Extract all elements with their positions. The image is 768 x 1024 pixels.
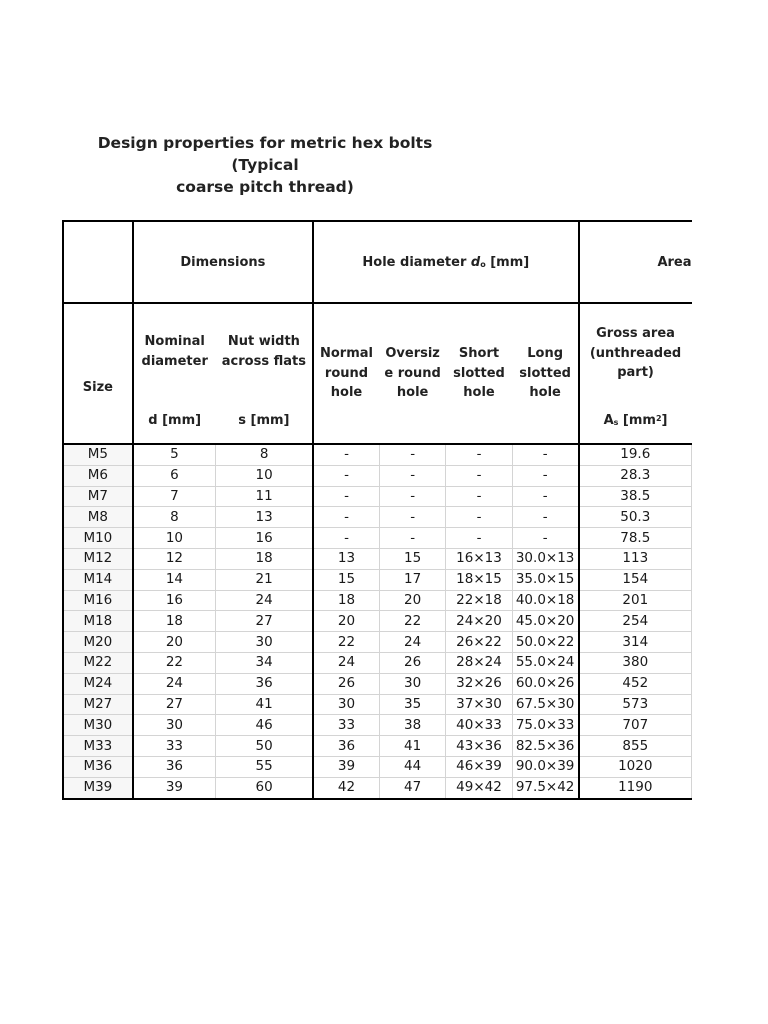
cell-nut-width: 34 (216, 652, 313, 673)
header-nut-width-line-2: across flats (221, 353, 306, 369)
header-dimensions: Dimensions (133, 221, 313, 303)
bolt-properties-table (62, 220, 692, 800)
cell-oversize-round: 26 (379, 652, 445, 673)
cell-nominal-diameter: 27 (133, 694, 216, 715)
header-nominal-diameter-line-1: Nominal (144, 334, 205, 349)
title-line-2: coarse pitch thread) (176, 178, 354, 196)
table-row (63, 486, 692, 507)
cell-long-slotted: - (512, 444, 578, 465)
cell-normal-round: 20 (313, 611, 379, 632)
header-short-slotted-line-2: slotted (453, 365, 505, 381)
cell-nominal-diameter: 16 (133, 590, 216, 611)
cell-long-slotted: - (512, 507, 578, 528)
table-row (63, 569, 692, 590)
header-hole-unit-blank (313, 413, 579, 444)
cell-nominal-diameter: 7 (133, 486, 216, 507)
cell-gross-area: 254 (579, 611, 692, 632)
cell-short-slotted: 46×39 (446, 756, 512, 777)
cell-short-slotted: 24×20 (446, 611, 512, 632)
cell-nominal-diameter: 12 (133, 548, 216, 569)
cell-oversize-round: - (379, 486, 445, 507)
header-long-slotted-hole (512, 303, 578, 413)
cell-short-slotted: 37×30 (446, 694, 512, 715)
cell-short-slotted: 22×18 (446, 590, 512, 611)
cell-long-slotted: - (512, 465, 578, 486)
cell-size: M8 (63, 507, 133, 528)
cell-nominal-diameter: 22 (133, 652, 216, 673)
cell-nut-width: 10 (216, 465, 313, 486)
cell-long-slotted: 90.0×39 (512, 756, 578, 777)
cell-nominal-diameter: 14 (133, 569, 216, 590)
cell-nut-width: 55 (216, 756, 313, 777)
table-row (63, 632, 692, 653)
cell-nut-width: 36 (216, 673, 313, 694)
cell-nut-width: 24 (216, 590, 313, 611)
cell-nominal-diameter: 30 (133, 715, 216, 736)
table-row (63, 736, 692, 757)
cell-nut-width: 11 (216, 486, 313, 507)
cell-normal-round: 39 (313, 756, 379, 777)
cell-gross-area: 28.3 (579, 465, 692, 486)
header-group-row (63, 221, 692, 303)
cell-long-slotted: 30.0×13 (512, 548, 578, 569)
cell-oversize-round: 44 (379, 756, 445, 777)
cell-nominal-diameter: 39 (133, 777, 216, 798)
cell-gross-area: 855 (579, 736, 692, 757)
hole-diameter-symbol: d (470, 254, 481, 270)
cell-short-slotted: - (446, 444, 512, 465)
area-unit-pre: [mm (618, 413, 656, 428)
cell-size: M33 (63, 736, 133, 757)
cell-gross-area: 50.3 (579, 507, 692, 528)
cell-normal-round: - (313, 486, 379, 507)
cell-oversize-round: 15 (379, 548, 445, 569)
cell-long-slotted: 97.5×42 (512, 777, 578, 798)
cell-oversize-round: - (379, 528, 445, 549)
table-row (63, 673, 692, 694)
cell-gross-area: 1190 (579, 777, 692, 798)
cell-oversize-round: 24 (379, 632, 445, 653)
cell-short-slotted: - (446, 507, 512, 528)
area-sub: s (613, 418, 619, 427)
header-nut-width-line-1: Nut width (227, 334, 300, 349)
table-row (63, 444, 692, 465)
header-area: Area (579, 221, 692, 303)
cell-long-slotted: 60.0×26 (512, 673, 578, 694)
table-row (63, 611, 692, 632)
cell-nominal-diameter: 6 (133, 465, 216, 486)
page-title (62, 132, 468, 198)
cell-gross-area: 38.5 (579, 486, 692, 507)
cell-gross-area: 573 (579, 694, 692, 715)
header-normal-round-hole (313, 303, 379, 413)
header-normal-round-line-2: round (324, 365, 369, 381)
cell-nominal-diameter: 36 (133, 756, 216, 777)
header-nominal-diameter (133, 303, 216, 413)
header-normal-round-line-1: Normal (320, 346, 373, 361)
header-short-slotted-line-1: Short (458, 346, 500, 361)
hole-diameter-prefix: Hole diameter (362, 254, 471, 270)
header-long-slotted-line-3: hole (529, 385, 561, 400)
cell-short-slotted: 43×36 (446, 736, 512, 757)
cell-long-slotted: 40.0×18 (512, 590, 578, 611)
cell-nominal-diameter: 24 (133, 673, 216, 694)
table-row (63, 694, 692, 715)
cell-short-slotted: 49×42 (446, 777, 512, 798)
cell-nominal-diameter: 20 (133, 632, 216, 653)
header-label-row (63, 303, 692, 413)
cell-short-slotted: - (446, 465, 512, 486)
cell-nominal-diameter: 33 (133, 736, 216, 757)
cell-normal-round: 18 (313, 590, 379, 611)
header-gross-area-line-1: Gross area (596, 326, 675, 341)
hole-diameter-unit: [mm] (485, 254, 530, 270)
cell-size: M18 (63, 611, 133, 632)
cell-gross-area: 113 (579, 548, 692, 569)
header-gross-area-line-2: (unthreaded (589, 345, 682, 361)
cell-long-slotted: 67.5×30 (512, 694, 578, 715)
cell-size: M12 (63, 548, 133, 569)
cell-normal-round: 26 (313, 673, 379, 694)
header-gross-area (579, 303, 692, 413)
cell-gross-area: 452 (579, 673, 692, 694)
cell-long-slotted: 50.0×22 (512, 632, 578, 653)
cell-oversize-round: 35 (379, 694, 445, 715)
cell-oversize-round: 20 (379, 590, 445, 611)
cell-gross-area: 154 (579, 569, 692, 590)
cell-short-slotted: 28×24 (446, 652, 512, 673)
cell-normal-round: 33 (313, 715, 379, 736)
cell-normal-round: - (313, 528, 379, 549)
cell-size: M36 (63, 756, 133, 777)
cell-nut-width: 50 (216, 736, 313, 757)
cell-gross-area: 314 (579, 632, 692, 653)
cell-normal-round: 24 (313, 652, 379, 673)
cell-long-slotted: 75.0×33 (512, 715, 578, 736)
cell-normal-round: 22 (313, 632, 379, 653)
cell-size: M27 (63, 694, 133, 715)
header-oversize-round-hole (379, 303, 445, 413)
cell-oversize-round: 38 (379, 715, 445, 736)
cell-size: M30 (63, 715, 133, 736)
cell-size: M39 (63, 777, 133, 798)
cell-short-slotted: 40×33 (446, 715, 512, 736)
cell-size: M6 (63, 465, 133, 486)
cell-short-slotted: - (446, 528, 512, 549)
cell-nut-width: 16 (216, 528, 313, 549)
table-row (63, 528, 692, 549)
table-row (63, 715, 692, 736)
table-row (63, 507, 692, 528)
cell-gross-area: 19.6 (579, 444, 692, 465)
cell-normal-round: - (313, 444, 379, 465)
header-unit-row (63, 413, 692, 444)
table-row (63, 777, 692, 798)
cell-normal-round: - (313, 507, 379, 528)
header-normal-round-line-3: hole (330, 385, 363, 400)
header-oversize-line-2: e round (384, 365, 441, 381)
area-symbol: A (603, 413, 614, 428)
header-short-slotted-line-3: hole (463, 385, 495, 400)
title-line-1: Design properties for metric hex bolts (Typical (97, 134, 433, 174)
cell-normal-round: - (313, 465, 379, 486)
header-nut-width (216, 303, 313, 413)
cell-size: M20 (63, 632, 133, 653)
header-d-unit: d [mm] (133, 413, 216, 444)
cell-nut-width: 8 (216, 444, 313, 465)
cell-nut-width: 30 (216, 632, 313, 653)
cell-nut-width: 18 (216, 548, 313, 569)
cell-oversize-round: 17 (379, 569, 445, 590)
cell-oversize-round: 22 (379, 611, 445, 632)
header-size: Size (63, 303, 133, 444)
cell-long-slotted: 82.5×36 (512, 736, 578, 757)
cell-gross-area: 380 (579, 652, 692, 673)
cell-size: M10 (63, 528, 133, 549)
header-area-unit (579, 413, 692, 444)
cell-size: M14 (63, 569, 133, 590)
cell-size: M16 (63, 590, 133, 611)
cell-size: M24 (63, 673, 133, 694)
table-body (63, 444, 692, 799)
cell-short-slotted: - (446, 486, 512, 507)
cell-short-slotted: 26×22 (446, 632, 512, 653)
cell-oversize-round: 47 (379, 777, 445, 798)
table-row (63, 465, 692, 486)
cell-long-slotted: - (512, 528, 578, 549)
cell-nut-width: 41 (216, 694, 313, 715)
cell-nut-width: 60 (216, 777, 313, 798)
cell-short-slotted: 32×26 (446, 673, 512, 694)
header-hole-diameter (313, 221, 579, 303)
cell-oversize-round: - (379, 444, 445, 465)
cell-gross-area: 201 (579, 590, 692, 611)
cell-nut-width: 13 (216, 507, 313, 528)
cell-nut-width: 27 (216, 611, 313, 632)
cell-normal-round: 30 (313, 694, 379, 715)
table-row (63, 652, 692, 673)
cell-long-slotted: 35.0×15 (512, 569, 578, 590)
cell-short-slotted: 16×13 (446, 548, 512, 569)
cell-oversize-round: - (379, 507, 445, 528)
cell-gross-area: 707 (579, 715, 692, 736)
header-long-slotted-line-2: slotted (519, 365, 571, 381)
cell-nut-width: 46 (216, 715, 313, 736)
cell-long-slotted: 45.0×20 (512, 611, 578, 632)
area-unit-post: ] (661, 413, 668, 428)
cell-nominal-diameter: 18 (133, 611, 216, 632)
cell-gross-area: 1020 (579, 756, 692, 777)
cell-size: M22 (63, 652, 133, 673)
cell-nut-width: 21 (216, 569, 313, 590)
bolt-properties-table-container (62, 220, 692, 802)
cell-nominal-diameter: 5 (133, 444, 216, 465)
hole-diameter-sub: o (480, 259, 486, 269)
header-oversize-line-1: Oversiz (385, 346, 440, 361)
cell-long-slotted: 55.0×24 (512, 652, 578, 673)
cell-oversize-round: 30 (379, 673, 445, 694)
cell-oversize-round: 41 (379, 736, 445, 757)
header-gross-area-line-3: part) (617, 365, 654, 380)
cell-nominal-diameter: 8 (133, 507, 216, 528)
header-nominal-diameter-line-2: diameter (141, 353, 208, 369)
cell-normal-round: 13 (313, 548, 379, 569)
cell-normal-round: 15 (313, 569, 379, 590)
cell-short-slotted: 18×15 (446, 569, 512, 590)
table-row (63, 548, 692, 569)
cell-oversize-round: - (379, 465, 445, 486)
header-s-unit: s [mm] (216, 413, 313, 444)
cell-long-slotted: - (512, 486, 578, 507)
cell-size: M5 (63, 444, 133, 465)
header-long-slotted-line-1: Long (527, 346, 564, 361)
cell-normal-round: 42 (313, 777, 379, 798)
cell-gross-area: 78.5 (579, 528, 692, 549)
table-row (63, 590, 692, 611)
area-unit-sup: 2 (655, 414, 662, 423)
header-short-slotted-hole (446, 303, 512, 413)
cell-nominal-diameter: 10 (133, 528, 216, 549)
table-row (63, 756, 692, 777)
header-blank-cell (63, 221, 133, 303)
header-oversize-line-3: hole (396, 385, 429, 400)
cell-size: M7 (63, 486, 133, 507)
cell-normal-round: 36 (313, 736, 379, 757)
